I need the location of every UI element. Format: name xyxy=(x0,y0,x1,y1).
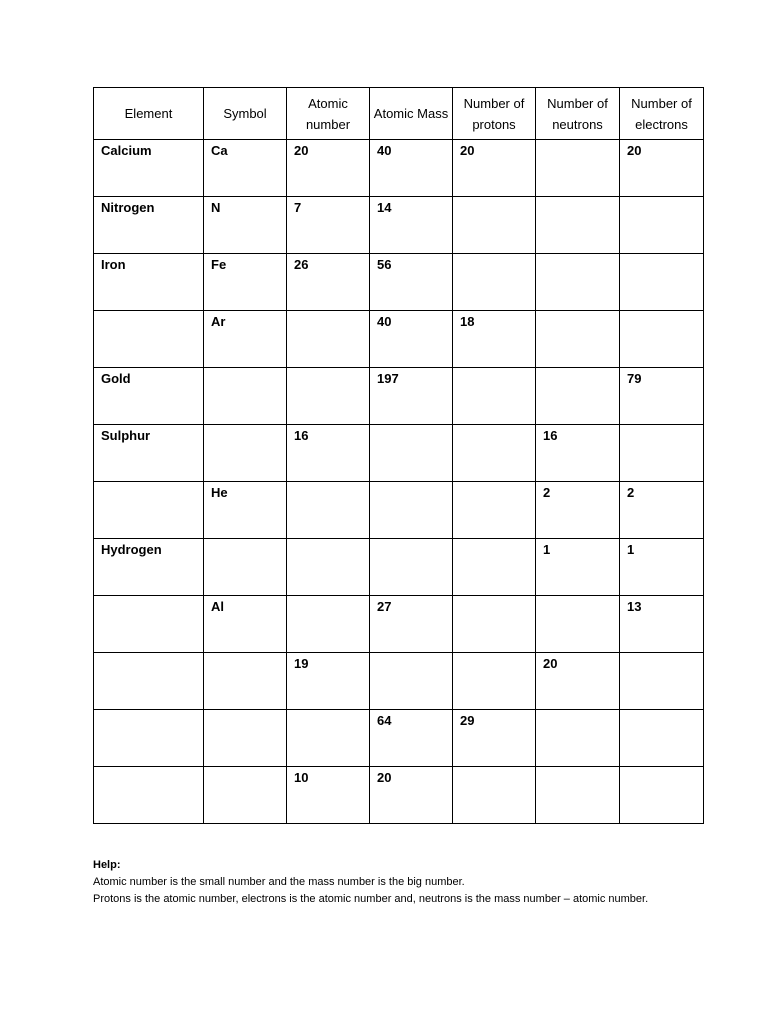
cell-element: Calcium xyxy=(94,140,204,197)
help-line-2: Protons is the atomic number, electrons is the atomic number and, neutrons is the mass number – atomic number. xyxy=(93,893,649,905)
cell-neutrons xyxy=(536,140,620,197)
cell-electrons: 2 xyxy=(620,482,704,539)
cell-protons: 29 xyxy=(453,710,536,767)
header-protons: Number of protons xyxy=(453,88,536,140)
cell-symbol xyxy=(204,767,287,824)
table-row xyxy=(94,311,704,368)
cell-neutrons xyxy=(536,254,620,311)
cell-element xyxy=(94,653,204,710)
cell-protons xyxy=(453,539,536,596)
table-row xyxy=(94,197,704,254)
cell-atomic-mass: 56 xyxy=(370,254,453,311)
cell-symbol: He xyxy=(204,482,287,539)
cell-atomic-number: 26 xyxy=(287,254,370,311)
cell-element: Sulphur xyxy=(94,425,204,482)
cell-symbol: Fe xyxy=(204,254,287,311)
cell-electrons xyxy=(620,425,704,482)
cell-protons xyxy=(453,653,536,710)
table-body xyxy=(94,140,704,824)
cell-atomic-number: 10 xyxy=(287,767,370,824)
header-row xyxy=(94,88,704,140)
cell-electrons xyxy=(620,197,704,254)
cell-neutrons xyxy=(536,368,620,425)
cell-element: Hydrogen xyxy=(94,539,204,596)
cell-atomic-mass xyxy=(370,653,453,710)
cell-electrons: 1 xyxy=(620,539,704,596)
table-row xyxy=(94,767,704,824)
cell-element xyxy=(94,767,204,824)
cell-element xyxy=(94,710,204,767)
cell-neutrons xyxy=(536,710,620,767)
cell-protons xyxy=(453,425,536,482)
table-row xyxy=(94,368,704,425)
cell-atomic-number xyxy=(287,368,370,425)
table-row xyxy=(94,710,704,767)
cell-symbol: Al xyxy=(204,596,287,653)
table-row xyxy=(94,254,704,311)
cell-protons xyxy=(453,368,536,425)
cell-electrons xyxy=(620,710,704,767)
cell-atomic-mass: 197 xyxy=(370,368,453,425)
cell-element xyxy=(94,482,204,539)
cell-atomic-mass: 14 xyxy=(370,197,453,254)
cell-neutrons xyxy=(536,596,620,653)
elements-table xyxy=(93,87,704,824)
cell-neutrons xyxy=(536,311,620,368)
table-row xyxy=(94,596,704,653)
cell-atomic-number: 19 xyxy=(287,653,370,710)
cell-atomic-mass: 27 xyxy=(370,596,453,653)
header-electrons: Number of electrons xyxy=(620,88,704,140)
header-neutrons: Number of neutrons xyxy=(536,88,620,140)
cell-neutrons: 20 xyxy=(536,653,620,710)
cell-atomic-number xyxy=(287,311,370,368)
cell-neutrons xyxy=(536,197,620,254)
cell-atomic-mass: 20 xyxy=(370,767,453,824)
cell-protons: 18 xyxy=(453,311,536,368)
cell-neutrons: 16 xyxy=(536,425,620,482)
cell-atomic-number: 20 xyxy=(287,140,370,197)
help-line-1: Atomic number is the small number and the mass number is the big number. xyxy=(93,876,465,888)
cell-atomic-number xyxy=(287,539,370,596)
cell-element: Nitrogen xyxy=(94,197,204,254)
cell-element: Gold xyxy=(94,368,204,425)
cell-symbol: Ar xyxy=(204,311,287,368)
cell-protons: 20 xyxy=(453,140,536,197)
cell-electrons xyxy=(620,254,704,311)
cell-atomic-number xyxy=(287,710,370,767)
cell-protons xyxy=(453,482,536,539)
cell-element: Iron xyxy=(94,254,204,311)
cell-electrons xyxy=(620,653,704,710)
table-row xyxy=(94,140,704,197)
table-row xyxy=(94,425,704,482)
table-row xyxy=(94,653,704,710)
cell-protons xyxy=(453,767,536,824)
cell-symbol xyxy=(204,710,287,767)
cell-atomic-number xyxy=(287,596,370,653)
cell-atomic-mass: 64 xyxy=(370,710,453,767)
cell-electrons xyxy=(620,767,704,824)
cell-element xyxy=(94,311,204,368)
cell-symbol: N xyxy=(204,197,287,254)
cell-electrons: 79 xyxy=(620,368,704,425)
cell-protons xyxy=(453,596,536,653)
cell-electrons xyxy=(620,311,704,368)
cell-atomic-mass xyxy=(370,539,453,596)
cell-neutrons: 1 xyxy=(536,539,620,596)
header-symbol: Symbol xyxy=(204,88,287,140)
cell-symbol xyxy=(204,539,287,596)
cell-atomic-mass: 40 xyxy=(370,311,453,368)
cell-atomic-number: 16 xyxy=(287,425,370,482)
table-row xyxy=(94,539,704,596)
cell-atomic-mass xyxy=(370,482,453,539)
cell-symbol: Ca xyxy=(204,140,287,197)
table-row xyxy=(94,482,704,539)
cell-atomic-number xyxy=(287,482,370,539)
cell-atomic-number: 7 xyxy=(287,197,370,254)
header-element: Element xyxy=(94,88,204,140)
help-section xyxy=(93,857,673,908)
cell-atomic-mass: 40 xyxy=(370,140,453,197)
cell-neutrons: 2 xyxy=(536,482,620,539)
cell-element xyxy=(94,596,204,653)
cell-neutrons xyxy=(536,767,620,824)
cell-symbol xyxy=(204,368,287,425)
cell-protons xyxy=(453,197,536,254)
header-atomic-number: Atomic number xyxy=(287,88,370,140)
help-title: Help: xyxy=(93,859,121,871)
cell-symbol xyxy=(204,653,287,710)
cell-protons xyxy=(453,254,536,311)
cell-atomic-mass xyxy=(370,425,453,482)
cell-electrons: 20 xyxy=(620,140,704,197)
cell-electrons: 13 xyxy=(620,596,704,653)
cell-symbol xyxy=(204,425,287,482)
header-atomic-mass: Atomic Mass xyxy=(370,88,453,140)
